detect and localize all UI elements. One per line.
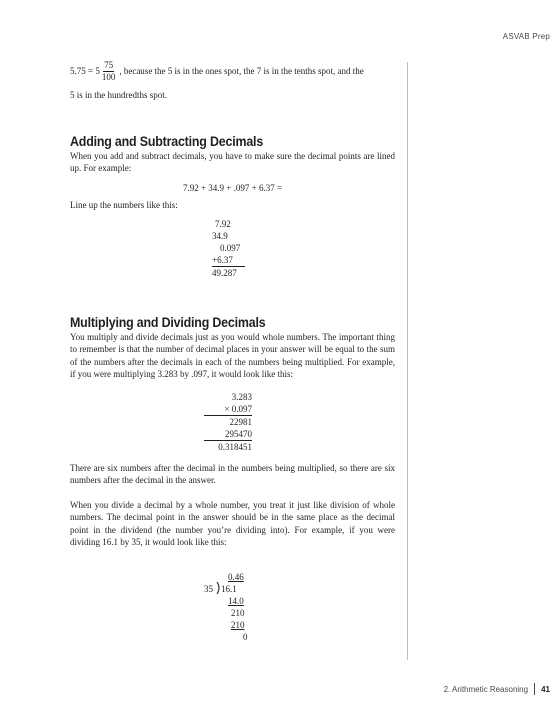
- divisor: 35: [204, 583, 213, 594]
- multiplication-stack: [204, 391, 252, 453]
- subtract-1: 14.0: [228, 595, 244, 606]
- addend-3: 0.097: [220, 242, 241, 253]
- adding-equation: 7.92 + 34.9 + .097 + 6.37 =: [182, 182, 283, 193]
- intro-text: , because the 5 is in the ones spot, the 7 is in the tenths spot, and the: [119, 66, 364, 77]
- intro-line: [70, 60, 395, 83]
- long-division: [202, 571, 262, 657]
- addition-stack: [212, 218, 272, 279]
- subtract-2: 210: [231, 619, 245, 630]
- chapter-label: 2. Arithmetic Reasoning: [443, 684, 529, 694]
- bring-down: 210: [231, 607, 245, 618]
- division-paragraph: When you divide a decimal by a whole number, you treat it just like division of whole numbers. The decimal point in the answer should be in the same place as the decimal point in the dividend (the number you’re dividing into). For example, if you were dividing 16.1 by 35, it would look like this:: [70, 499, 395, 547]
- multiplying-paragraph: You multiply and divide decimals just as you would whole numbers. The important thing to remember is that the number of decimal places in your answer will be equal to the sum of the numbers after the decimals in each of the numbers being multiplied. For example, if you were multiplying 3.283 by .097, it would look like this:: [70, 331, 395, 379]
- addend-4: +6.37: [212, 254, 245, 267]
- page-number: 41: [541, 684, 550, 694]
- partial-product-2: 295470: [204, 428, 252, 441]
- fraction-denominator: 100: [101, 72, 116, 82]
- lineup-text: Line up the numbers like this:: [70, 200, 178, 210]
- fraction-numerator: 75: [104, 60, 114, 70]
- dividend: 16.1: [221, 583, 237, 594]
- intro-text-cont: 5 is in the hundredths spot.: [70, 90, 167, 100]
- intro-lead: 5.75 = 5: [70, 66, 100, 77]
- fraction: [101, 60, 117, 83]
- running-header: ASVAB Prep: [502, 32, 550, 41]
- quotient: 0.46: [228, 571, 244, 582]
- column-divider: [407, 62, 408, 660]
- page-body: [70, 60, 395, 657]
- factor-2: × 0.097: [204, 403, 252, 416]
- sum: 49.287: [212, 267, 237, 278]
- footer-divider: [534, 683, 535, 695]
- adding-heading: Adding and Subtracting Decimals: [70, 133, 264, 149]
- factor-1: 3.283: [231, 391, 252, 402]
- addend-2: 34.9: [212, 230, 228, 241]
- remainder: 0: [243, 631, 248, 642]
- decimal-count-paragraph: There are six numbers after the decimal in the numbers being multiplied, so there are six numbers after the decimal in the answer.: [70, 462, 395, 485]
- addend-1: 7.92: [215, 218, 231, 229]
- multiplying-heading: Multiplying and Dividing Decimals: [70, 314, 266, 330]
- adding-paragraph: When you add and subtract decimals, you have to make sure the decimal points are lined up. For example:: [70, 150, 395, 173]
- product: 0.318451: [218, 441, 252, 452]
- partial-product-1: 22981: [229, 416, 252, 427]
- page-footer: [444, 683, 550, 695]
